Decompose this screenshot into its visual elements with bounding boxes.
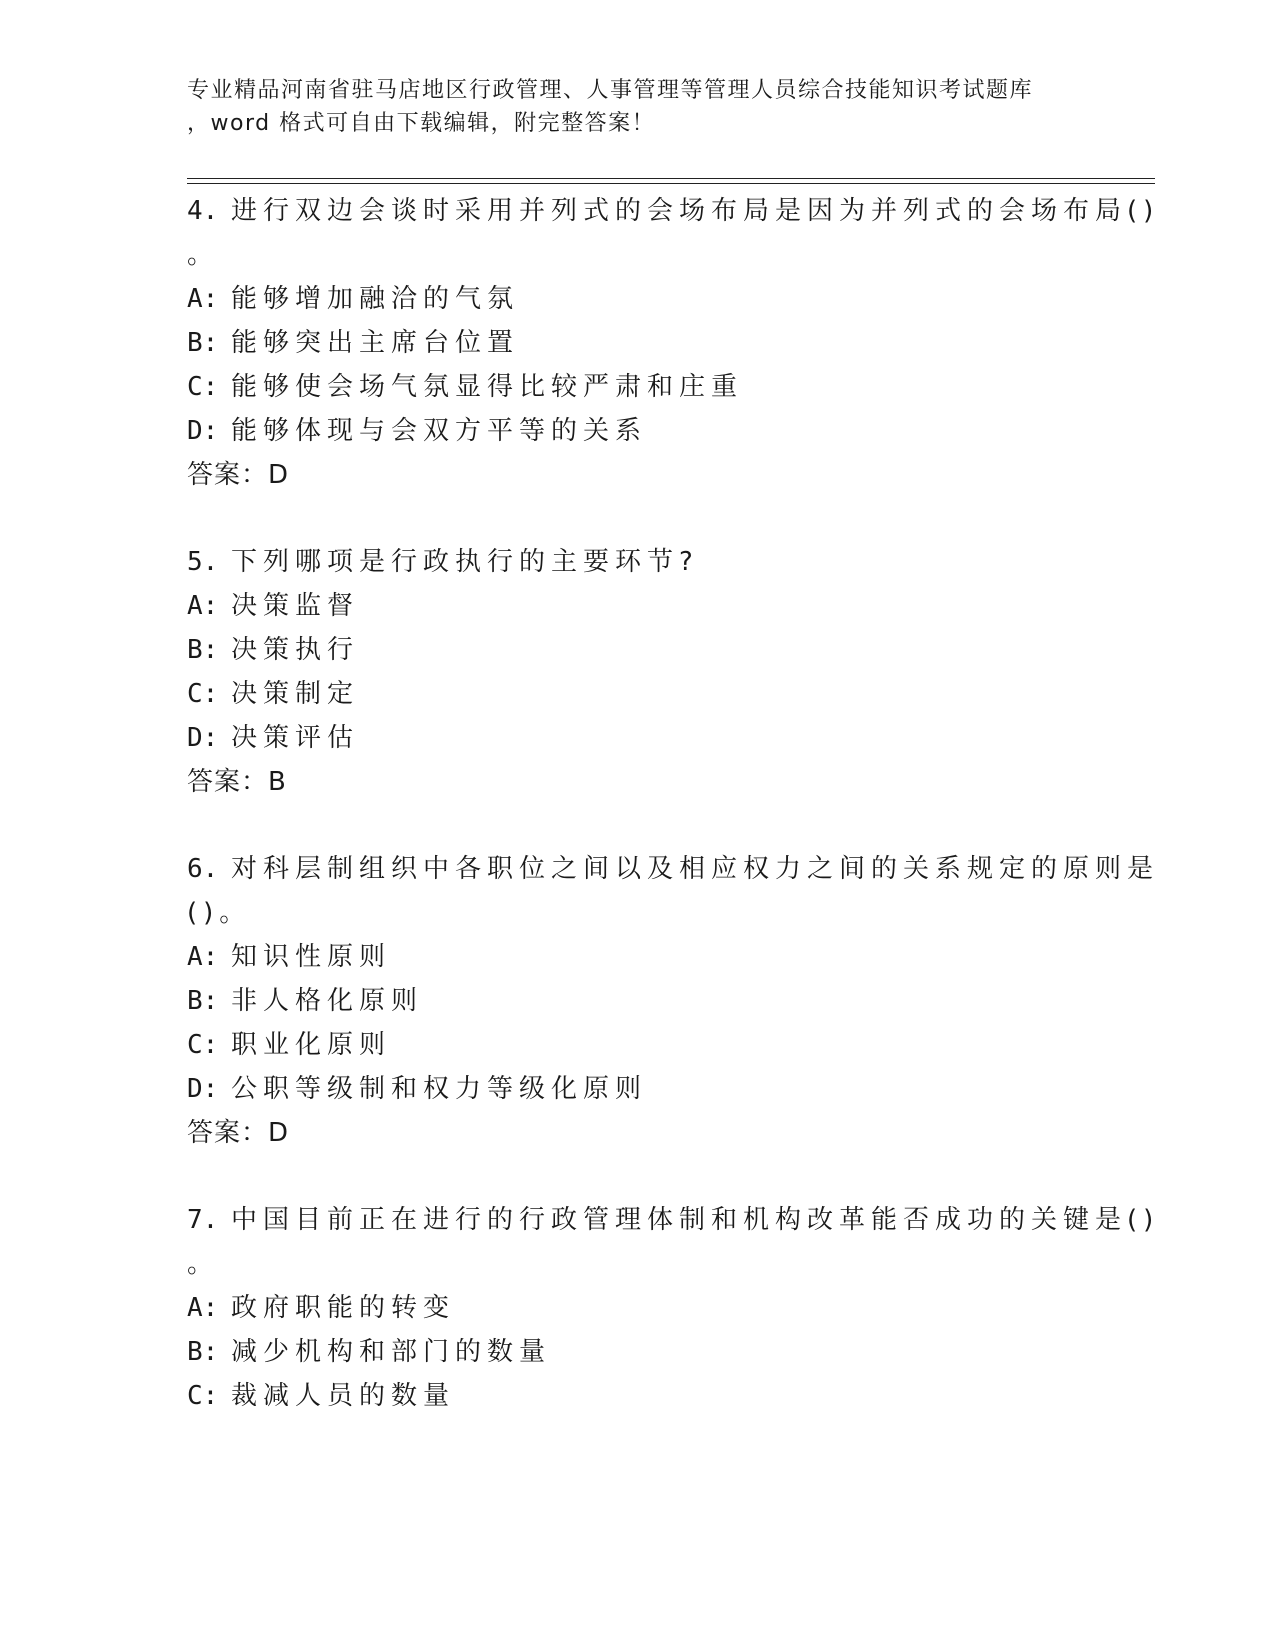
question-stem-line1: 下列哪项是行政执行的主要环节? bbox=[231, 547, 699, 577]
option-c bbox=[187, 673, 359, 710]
option-label: A: bbox=[187, 1293, 219, 1323]
option-a bbox=[187, 278, 519, 315]
question-number: 4. bbox=[187, 196, 219, 226]
option-c bbox=[187, 1024, 391, 1061]
option-c bbox=[187, 1375, 455, 1412]
option-label: A: bbox=[187, 591, 219, 621]
option-c bbox=[187, 366, 743, 403]
header-title-line2: ，word 格式可自由下载编辑，附完整答案！ bbox=[187, 111, 656, 136]
option-text: 决策评估 bbox=[231, 723, 360, 753]
option-label: C: bbox=[187, 372, 219, 402]
question-stem-line2: 。 bbox=[187, 240, 220, 270]
question-text bbox=[187, 541, 699, 578]
option-text: 裁减人员的数量 bbox=[231, 1381, 456, 1411]
header-title-line1: 专业精品河南省驻马店地区行政管理、人事管理等管理人员综合技能知识考试题库 bbox=[187, 78, 1034, 103]
option-text: 知识性原则 bbox=[231, 942, 392, 972]
option-label: C: bbox=[187, 679, 219, 709]
question-number: 6. bbox=[187, 854, 219, 884]
question-stem-line2: ()。 bbox=[187, 898, 252, 928]
option-text: 能够增加融洽的气氛 bbox=[231, 284, 520, 314]
option-d bbox=[187, 410, 647, 447]
option-b bbox=[187, 629, 359, 666]
option-label: A: bbox=[187, 942, 219, 972]
option-text: 政府职能的转变 bbox=[231, 1293, 456, 1323]
question-stem-line2: 。 bbox=[187, 1249, 220, 1279]
option-text: 非人格化原则 bbox=[231, 986, 424, 1016]
option-a bbox=[187, 936, 391, 973]
option-label: A: bbox=[187, 284, 219, 314]
question-number: 5. bbox=[187, 547, 219, 577]
option-text: 能够突出主席台位置 bbox=[231, 328, 520, 358]
option-label: B: bbox=[187, 635, 219, 665]
option-d bbox=[187, 717, 359, 754]
option-text: 减少机构和部门的数量 bbox=[231, 1337, 552, 1367]
option-text: 职业化原则 bbox=[231, 1030, 392, 1060]
answer-text: 答案：D bbox=[187, 1118, 290, 1148]
question-text bbox=[187, 848, 1159, 885]
option-b bbox=[187, 1331, 551, 1368]
option-text: 决策执行 bbox=[231, 635, 360, 665]
option-label: D: bbox=[187, 1074, 219, 1104]
option-label: B: bbox=[187, 1337, 219, 1367]
document-header bbox=[187, 74, 1087, 140]
question-text bbox=[187, 1199, 1159, 1236]
option-label: B: bbox=[187, 328, 219, 358]
option-label: C: bbox=[187, 1381, 219, 1411]
header-divider-bottom bbox=[187, 183, 1155, 184]
question-text bbox=[187, 190, 1159, 227]
option-label: C: bbox=[187, 1030, 219, 1060]
option-text: 能够体现与会双方平等的关系 bbox=[231, 416, 648, 446]
answer-text: 答案：B bbox=[187, 767, 287, 797]
option-text: 决策制定 bbox=[231, 679, 360, 709]
option-text: 能够使会场气氛显得比较严肃和庄重 bbox=[231, 372, 744, 402]
option-a bbox=[187, 585, 359, 622]
option-a bbox=[187, 1287, 455, 1324]
option-b bbox=[187, 322, 519, 359]
option-label: D: bbox=[187, 416, 219, 446]
option-label: D: bbox=[187, 723, 219, 753]
question-number: 7. bbox=[187, 1205, 219, 1235]
option-d bbox=[187, 1068, 647, 1105]
question-stem-line1: 中国目前正在进行的行政管理体制和机构改革能否成功的关键是() bbox=[231, 1205, 1160, 1235]
option-text: 公职等级制和权力等级化原则 bbox=[231, 1074, 648, 1104]
option-b bbox=[187, 980, 423, 1017]
option-label: B: bbox=[187, 986, 219, 1016]
question-stem-line1: 进行双边会谈时采用并列式的会场布局是因为并列式的会场布局() bbox=[231, 196, 1160, 226]
question-stem-line1: 对科层制组织中各职位之间以及相应权力之间的关系规定的原则是 bbox=[231, 854, 1160, 884]
answer-text: 答案：D bbox=[187, 460, 290, 490]
option-text: 决策监督 bbox=[231, 591, 360, 621]
header-divider-top bbox=[187, 178, 1155, 179]
